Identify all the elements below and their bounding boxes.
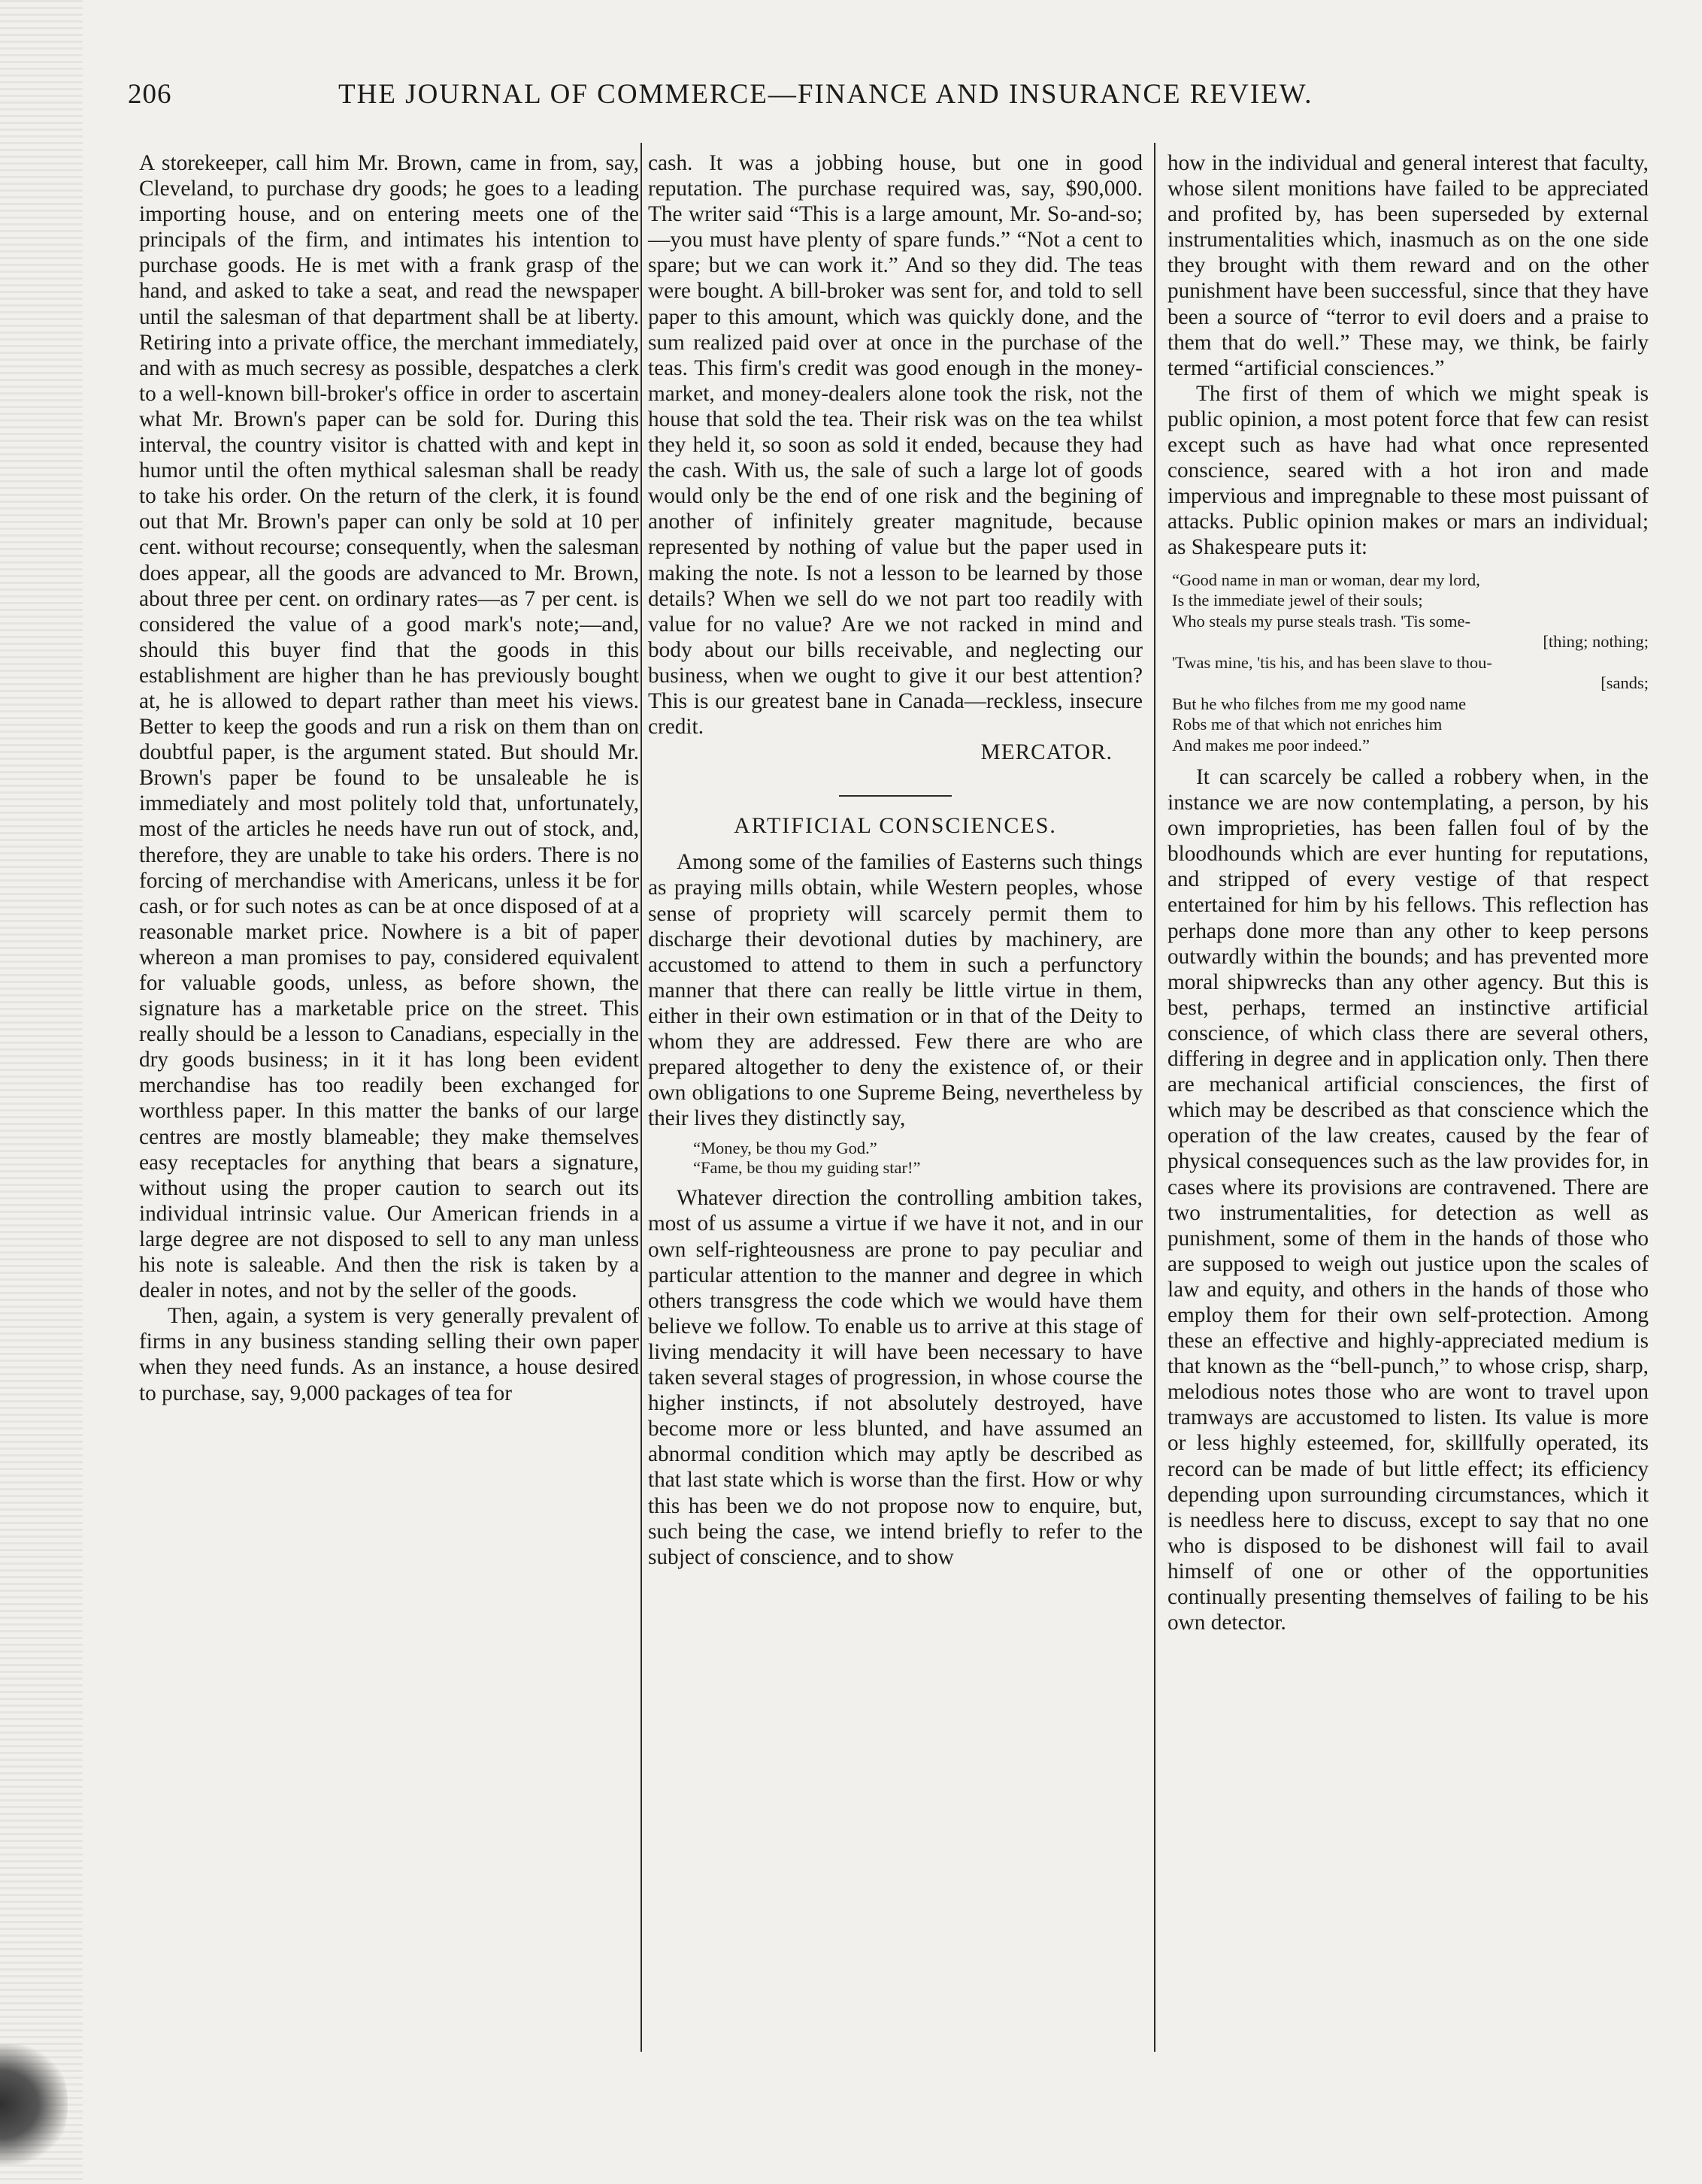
section-title: ARTIFICIAL CONSCIENCES. [734,813,1057,839]
quote-line: And makes me poor indeed.” [1172,735,1370,755]
article-paragraph: how in the individual and general interest that faculty, whose silent monitions have failed to be appreciated and profited by, has been superseded by external instrumentalities which, inasmuch as on the one side they brought with them reward and on the other punishment have been successful, since that they have been a source of “terror to evil doers and a praise to them that do well.” These may, we think, be fairly termed “artificial consciences.” [1167,151,1649,380]
quote-line: But he who filches from me my good name [1172,694,1467,713]
article-paragraph: cash. It was a jobbing house, but one in good reputation. The purchase required was, say, $90,000. The writer said “This is a large amount, Mr. So-and-so;—you must have plenty of spare funds.” “Not a cent to spare; but we can work it.” And so they did. The teas were bought. A bill-broker was sent for, and told to sell paper to this amount, which was quickly done, and the sum realized paid over at once in the purchase of the teas. This firm's credit was good enough in the money-market, and money-dealers alone took the risk, not the house that sold the tea. Their risk was on the tea whilst they held it, so soon as sold it ended, because they had the cash. With us, the sale of such a large lot of goods would only be the end of one risk and the begining of another of infinitely greater magnitude, because represented by nothing of value but the paper used in making the note. Is not a lesson to be learned by those details? When we sell do we not part too readily with value for no value? Are we not racked in mind and body about our bills receivable, and neglecting our business, when we ought to give it our best attention? This is our greatest bane in Canada—reckless, insecure credit. [648,151,1143,740]
column-rule [1154,143,1155,2052]
quote-line-continuation: [sands; [1601,673,1649,692]
shakespeare-quote [1172,570,1649,756]
quote-line: “Good name in man or woman, dear my lord, [1172,570,1480,589]
article-paragraph: It can scarcely be called a robbery when, in the instance we are now contemplating, a person, by his own improprieties, has been fallen foul of by the bloodhounds which are ever hunting for reputations, and stripped of every vestige of that respect entertained for him by his fellows. This reflection has perhaps done more than any other to keep persons outwardly within the bounds; and has prevented more moral shipwrecks than any other agency. But this is best, perhaps, termed an instinctive artificial conscience, of which class there are several others, differing in degree and in application only. Then there are mechanical artificial consciences, the first of which may be described as that conscience which the operation of the law creates, caused by the fear of physical consequences such as the law provides for, in cases where its provisions are contravened. There are two instrumentalities, for detection as well as punishment, some of them in the hands of those who are supposed to weigh out justice upon the scales of law and equity, and others in the hands of those who employ them for their own self-protection. Among these an effective and highly-appreciated medium is that known as the “bell-punch,” to whose crisp, sharp, melodious notes those who are wont to travel upon tramways are accustomed to listen. Its value is more or less highly esteemed, for, skillfully operated, its record can be made of but little effect; its efficiency depending upon surrounding circumstances, which it is needless here to discuss, except to say that no one who is disposed to be dishonest will fail to avail himself of one or other of the opportunities continually presenting themselves of failing to be his own detector. [1167,765,1649,1635]
scan-smudge [0,2044,68,2164]
author-signature: MERCATOR. [980,740,1113,765]
verse-line: “Fame, be thou my guiding star!” [693,1158,921,1178]
page-header [113,74,1609,119]
quote-line-continuation: [thing; nothing; [1543,632,1649,651]
column-1 [139,150,639,1406]
column-3 [1167,150,1649,1635]
page-number: 206 [128,79,172,110]
article-paragraph: Whatever direction the controlling ambition takes, most of us assume a virtue if we have it not, and in our own self-righteousness are prone to pay peculiar and particular attention to the manner and degree in which others transgress the code which we would have them believe we follow. To enable us to arrive at this stage of living mendacity it will have been necessary to have taken several stages of progression, in whose course the higher instincts, if not absolutely destroyed, have become more or less blunted, and have assumed an abnormal condition which may aptly be described as that last state which is worse than the first. How or why this has been we do not propose now to enquire, but, such being the case, we intend briefly to refer to the subject of conscience, and to show [648,1186,1143,1569]
quote-line: Who steals my purse steals trash. 'Tis some- [1172,611,1470,631]
quote-line: 'Twas mine, 'tis his, and has been slave to thou- [1172,652,1492,672]
article-paragraph: Then, again, a system is very generally prevalent of firms in any business standing selling their own paper when they need funds. As an instance, a house desired to purchase, say, 9,000 packages of tea for [139,1304,639,1405]
quote-line: Robs me of that which not enriches him [1172,715,1443,734]
article-paragraph: Among some of the families of Easterns such things as praying mills obtain, while Western peoples, whose sense of propriety will scarcely permit them to discharge their devotional duties by machinery, are accustomed to attend to them in such a perfunctory manner that there can really be little virtue in them, either in their own estimation or in that of the Deity to whom they are addressed. Few there are who are prepared altogether to deny the existence of, or their own obligations to one Supreme Being, nevertheless by their lives they distinctly say, [648,850,1143,1131]
article-paragraph: A storekeeper, call him Mr. Brown, came in from, say, Cleveland, to purchase dry goods; he goes to a leading importing house, and on entering meets one of the principals of the firm, and intimates his intention to purchase goods. He is met with a frank grasp of the hand, and asked to take a seat, and read the newspaper until the salesman of that department shall be at liberty. Retiring into a private office, the merchant immediately, and with as much secresy as possible, despatches a clerk to a well-known bill-broker's office in order to ascertain what Mr. Brown's paper can be sold for. During this interval, the country visitor is chatted with and kept in humor until the often mythical salesman shall be ready to take his order. On the return of the clerk, it is found out that Mr. Brown's paper can only be sold at 10 per cent. without recourse; consequently, when the salesman does appear, all the goods are advanced to Mr. Brown, about three per cent. on ordinary rates—as 7 per cent. is considered the value of a good mark's note;—and, should this buyer find that the goods in this establishment are higher than he has previously bought at, he is allowed to depart rather than meet his views. Better to keep the goods and run a risk on them than on doubtful paper, is the argument stated. But should Mr. Brown's paper be found to be unsaleable he is immediately and most politely told that, unfortunately, most of the articles he needs have run out of stock, and, therefore, they are unable to take his orders. There is no forcing of merchandise with Americans, unless it be for cash, or for such notes as can be at once disposed of at a reasonable market price. Nowhere is a bit of paper whereon a man promises to pay, considered equivalent for valuable goods, unless, as before shown, the signature has a marketable price on the street. This really should be a lesson to Canadians, especially in the dry goods business; in it it has long been evident merchandise has too readily been exchanged for worthless paper. In this matter the banks of our large centres are mostly blameable; they make themselves easy receptacles for anything that bears a signature, without using the proper caution to search out its individual intrinsic value. Our American friends in a large degree are not disposed to sell to any man unless his note is saleable. And then the risk is taken by a dealer in notes, and not by the seller of the goods. [139,151,639,1303]
quote-line: Is the immediate jewel of their souls; [1172,591,1423,610]
verse-line: “Money, be thou my God.” [693,1139,877,1158]
column-2 [648,150,1143,1570]
scan-edge-noise [0,0,83,2184]
article-paragraph: The first of them of which we might speak is public opinion, a most potent force that few can resist except such as have had what once represented conscience, seared with a hot iron and made impervious and impregnable to these most puissant of attacks. Public opinion makes or mars an individual; as Shakespeare puts it: [1167,381,1649,560]
section-divider [839,795,952,797]
journal-title: THE JOURNAL OF COMMERCE—FINANCE AND INSURANCE REVIEW. [338,79,1313,110]
column-rule [641,143,642,2052]
verse-quote [693,1139,1143,1178]
